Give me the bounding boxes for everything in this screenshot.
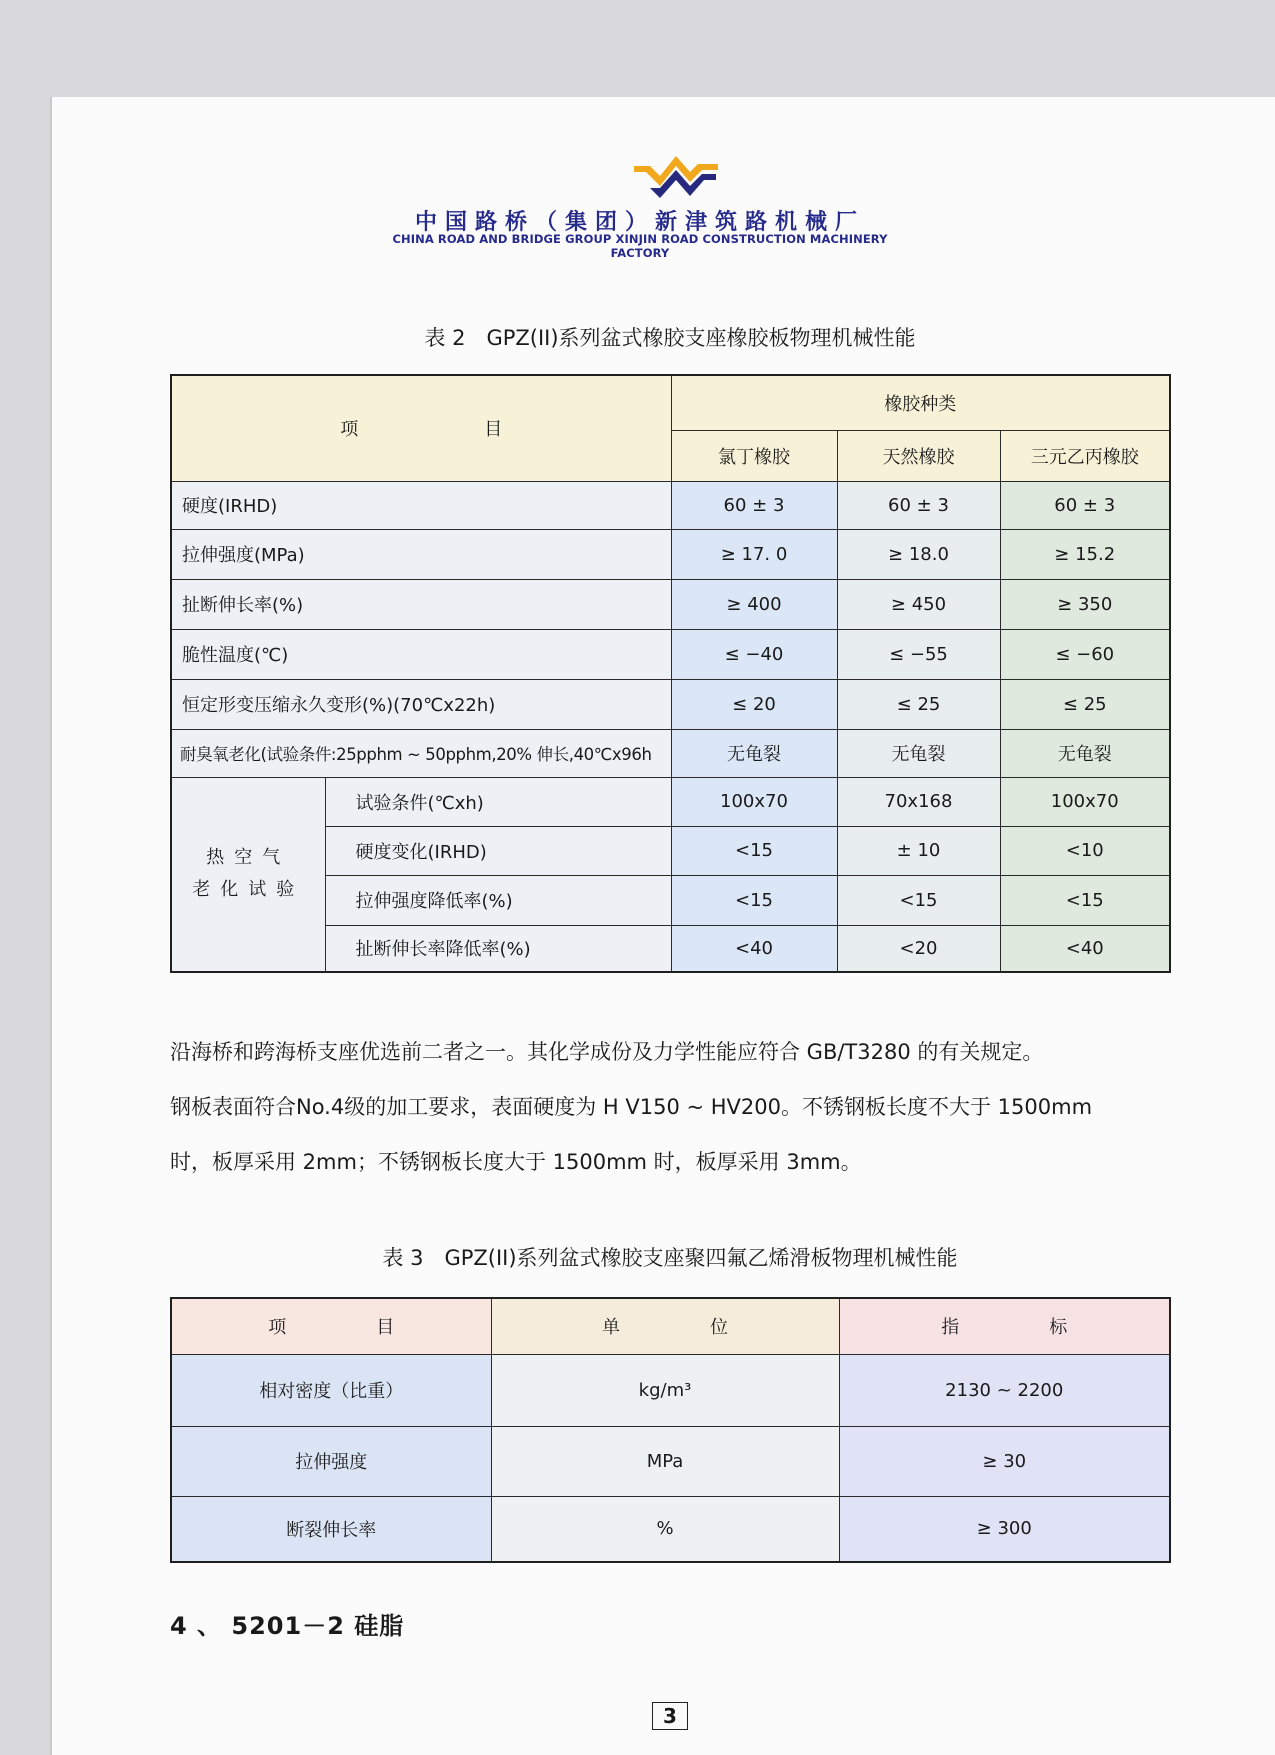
table3-caption: 表 3 GPZ(II)系列盆式橡胶支座聚四氟乙烯滑板物理机械性能 [382,1246,958,1270]
table-cell: ≥ 17. 0 [671,529,837,579]
table-row [171,729,1170,777]
table-cell: % [491,1496,839,1562]
row-label: 拉伸强度(MPa) [171,529,671,579]
table-cell: ≥ 15.2 [1000,529,1170,579]
column-header: 单 位 [491,1298,839,1354]
company-name-en: CHINA ROAD AND BRIDGE GROUP XINJIN ROAD CONSTRUCTION MACHINERY FACTORY [392,232,888,260]
table-row [171,777,1170,826]
aging-test-group-label [171,777,325,972]
table-cell: ≥ 450 [837,579,1000,629]
table-cell: ≥ 30 [839,1426,1170,1496]
table-cell: 70x168 [837,777,1000,826]
table-cell: ≤ 25 [837,679,1000,729]
table-row [171,481,1170,529]
item-header: 项 目 [171,375,671,481]
page-number: 3 [652,1702,688,1730]
table-cell: <15 [671,826,837,875]
table-cell: 无龟裂 [1000,729,1170,777]
table-cell: ≥ 350 [1000,579,1170,629]
table-cell: 60 ± 3 [1000,481,1170,529]
body-text-line: 沿海桥和跨海桥支座优选前二者之一。其化学成份及力学性能应符合 GB/T3280 的有关规定。 [170,1040,1044,1064]
table-cell: ≥ 400 [671,579,837,629]
table-cell: ≥ 18.0 [837,529,1000,579]
table-cell: 无龟裂 [671,729,837,777]
ptfe-properties-table [170,1297,1171,1563]
table-cell: ± 10 [837,826,1000,875]
row-label: 脆性温度(℃) [171,629,671,679]
table-cell: 60 ± 3 [837,481,1000,529]
row-label: 硬度(IRHD) [171,481,671,529]
row-label: 硬度变化(IRHD) [325,826,671,875]
aging-group-line: 热空气 [206,847,291,869]
aging-group-line: 老化试验 [192,879,305,901]
row-label: 扯断伸长率(%) [171,579,671,629]
row-label: 扯断伸长率降低率(%) [325,925,671,972]
rubber-properties-table [170,374,1171,973]
table-cell: 拉伸强度 [171,1426,491,1496]
section-heading: 4 、 5201－2 硅脂 [170,1612,405,1640]
type-header: 氯丁橡胶 [671,430,837,481]
table-cell: <15 [671,875,837,925]
table-cell: <15 [837,875,1000,925]
table-cell: ≤ 25 [1000,679,1170,729]
table-cell: ≤ 20 [671,679,837,729]
table-cell: 60 ± 3 [671,481,837,529]
table-row [171,629,1170,679]
table-cell: ≤ −60 [1000,629,1170,679]
table-cell: ≤ −55 [837,629,1000,679]
column-header: 指 标 [839,1298,1170,1354]
table-cell: 断裂伸长率 [171,1496,491,1562]
table-row [171,529,1170,579]
rubber-type-header: 橡胶种类 [671,375,1170,430]
table-cell: ≥ 300 [839,1496,1170,1562]
table-cell: 无龟裂 [837,729,1000,777]
row-label: 耐臭氧老化(试验条件:25pphm ~ 50pphm,20% 伸长,40℃x96h [171,729,671,777]
table-cell: <40 [671,925,837,972]
table-cell: kg/m³ [491,1354,839,1426]
table-cell: MPa [491,1426,839,1496]
row-label: 试验条件(℃xh) [325,777,671,826]
table-cell: <15 [1000,875,1170,925]
table-row [171,679,1170,729]
table2-caption: 表 2 GPZ(II)系列盆式橡胶支座橡胶板物理机械性能 [424,326,916,350]
table-header-row [171,1298,1170,1354]
table-row [171,579,1170,629]
table-cell: <40 [1000,925,1170,972]
table-row [171,1354,1170,1426]
table-cell: ≤ −40 [671,629,837,679]
column-header: 项 目 [171,1298,491,1354]
table-row [171,1426,1170,1496]
body-text-line: 时，板厚采用 2mm；不锈钢板长度大于 1500mm 时，板厚采用 3mm。 [170,1150,862,1174]
table-cell: 100x70 [1000,777,1170,826]
company-logo-icon [630,148,722,202]
company-name-cn: 中国路桥（集团）新津筑路机械厂 [414,210,865,235]
table-cell: <10 [1000,826,1170,875]
row-label: 恒定形变压缩永久变形(%)(70℃x22h) [171,679,671,729]
row-label: 拉伸强度降低率(%) [325,875,671,925]
type-header: 天然橡胶 [837,430,1000,481]
body-text-line: 钢板表面符合No.4级的加工要求，表面硬度为 H V150 ~ HV200。不锈钢板长度不大于 1500mm [170,1095,1093,1119]
table-cell: 2130 ~ 2200 [839,1354,1170,1426]
table-cell: <20 [837,925,1000,972]
table-cell: 相对密度（比重） [171,1354,491,1426]
table-row [171,1496,1170,1562]
table-cell: 100x70 [671,777,837,826]
type-header: 三元乙丙橡胶 [1000,430,1170,481]
